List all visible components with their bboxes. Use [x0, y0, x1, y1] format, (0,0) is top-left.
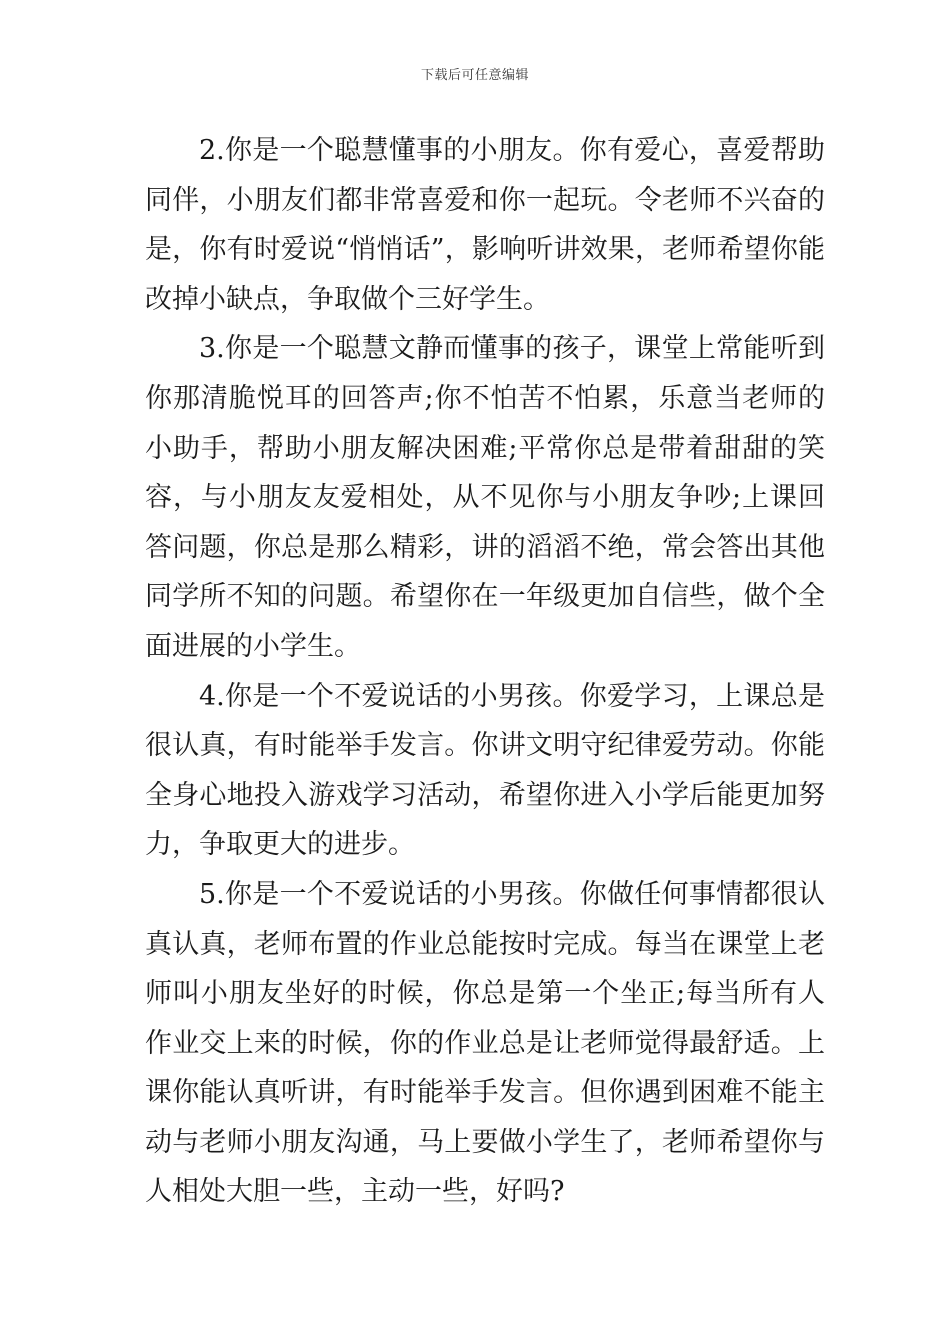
header-note: 下载后可任意编辑	[420, 68, 529, 83]
document-body	[145, 126, 825, 1217]
paragraph-5: 5.你是一个不爱说话的小男孩。你做任何事情都很认真认真，老师布置的作业总能按时完成。每当在课堂上老师叫小朋友坐好的时候，你总是第一个坐正;每当所有人作业交上来的时候，你的作业总是让老师觉得最舒适。上课你能认真听讲，有时能举手发言。但你遇到困难不能主动与老师小朋友沟通，马上要做小学生了，老师希望你与人相处大胆一些，主动一些，好吗?	[145, 878, 825, 1208]
paragraph-3: 3.你是一个聪慧文静而懂事的孩子，课堂上常能听到你那清脆悦耳的回答声;你不怕苦不怕累，乐意当老师的小助手，帮助小朋友解决困难;平常你总是带着甜甜的笑容，与小朋友友爱相处，从不见你与小朋友争吵;上课回答问题，你总是那么精彩，讲的滔滔不绝，常会答出其他同学所不知的问题。希望你在一年级更加自信些，做个全面进展的小学生。	[145, 333, 825, 662]
paragraph-4: 4.你是一个不爱说话的小男孩。你爱学习，上课总是很认真，有时能举手发言。你讲文明守纪律爱劳动。你能全身心地投入游戏学习活动，希望你进入小学后能更加努力，争取更大的进步。	[145, 680, 825, 861]
paragraph-2: 2.你是一个聪慧懂事的小朋友。你有爱心，喜爱帮助同伴，小朋友们都非常喜爱和你一起玩。令老师不兴奋的是，你有时爱说“悄悄话”，影响听讲效果，老师希望你能改掉小缺点，争取做个三好学生。	[145, 135, 825, 315]
